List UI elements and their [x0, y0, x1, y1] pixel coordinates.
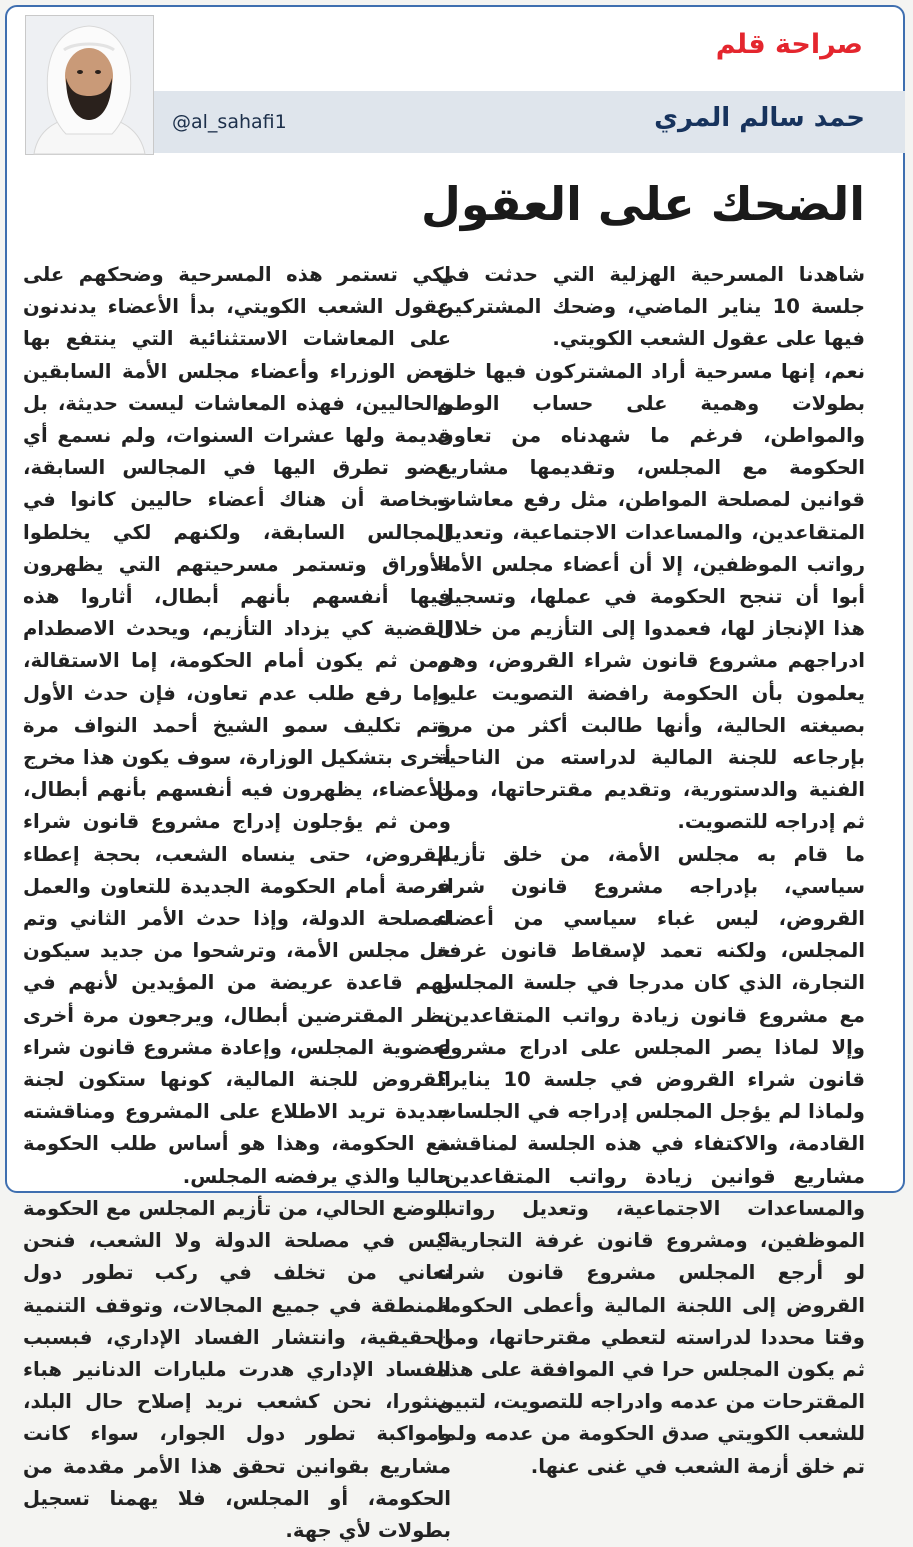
column-name: صراحة قلم: [715, 29, 863, 60]
author-portrait-image: [26, 16, 153, 154]
article-paragraph: لكي تستمر هذه المسرحية وضحكهم على عقول الشعب الكويتي، بدأ الأعضاء يدندنون على المعاشات الاستثنائية التي ينتفع بها بعض الوزراء وأعضاء مجلس الأمة السابقين والحاليين، فهذه المعاشات ليست حديثة، بل قديمة ولها عشرات السنوات، ولم نسمع أي عضو تطرق اليها في المجالس السابقة، وبخاصة أن هناك أعضاء حاليين كانوا في المجالس السابقة، ولكنهم لكي يخلطوا الأوراق وتستمر مسرحيتهم التي يظهرون فيها أنفسهم بأنهم أبطال، أثاروا هذه القضية كي يزداد التأزيم، ويحدث الاصطدام ومن ثم يكون أمام الحكومة، إما الاستقالة، وإما رفع طلب عدم تعاون، فإن حدث الأول وتم تكليف سمو الشيخ أحمد النواف مرة أخرى بتشكيل الوزارة، سوف يكون هذا مخرج للأعضاء، يظهرون فيه أنفسهم بأنهم أبطال، ومن ثم يؤجلون إدراج مشروع قانون شراء القروض، حتى ينساه الشعب، بحجة إعطاء فرصة أمام الحكومة الجديدة للتعاون والعمل لمصلحة الدولة، وإذا حدث الأمر الثاني وتم حل مجلس الأمة، وترشحوا من جديد سيكون لهم قاعدة عريضة من المؤيدين لأنهم في نظر المقترضين أبطال، ويرجعون مرة أخرى لعضوية المجلس، وإعادة مشروع قانون شراء القروض للجنة المالية، كونها ستكون لجنة جديدة تريد الاطلاع على المشروع ومناقشته مع الحكومة، وهذا هو أساس طلب الحكومة حاليا والذي يرفضه المجلس.: [23, 263, 451, 1188]
article-paragraph: الوضع الحالي، من تأزيم المجلس مع الحكومة ليس في مصلحة الدولة ولا الشعب، فنحن نعاني من تخلف في ركب تطور دول المنطقة في جميع المجالات، وتوقف التنمية الحقيقية، وانتشار الفساد الإداري، فبسبب الفساد الإداري هدرت مليارات الدنانير هباء منثورا، نحن كشعب نريد إصلاح حال البلد، ومواكبة تطور دول الجوار، سواء كانت مشاريع بقوانين تحقق هذا الأمر مقدمة من الحكومة، أو المجلس، فلا يهمنا تسجيل بطولات لأي جهة.: [23, 1196, 451, 1542]
author-handle-box: [154, 91, 344, 153]
author-handle: @al_sahafi1: [172, 111, 287, 133]
article-paragraph: نعم، إنها مسرحية أراد المشتركون فيها خلق بطولات وهمية على حساب الوطن والمواطن، فرغم ما شهدناه من تعاون الحكومة مع المجلس، وتقديمها مشاريع قوانين لمصلحة المواطن، مثل رفع معاشات المتقاعدين، والمساعدات الاجتماعية، وتعديل رواتب الموظفين، إلا أن أعضاء مجلس الأمة أبوا أن تنجح الحكومة في عملها، وتسجيل هذا الإنجاز لها، فعمدوا إلى التأزيم من خلال ادراجهم مشروع قانون شراء القروض، وهم يعلمون بأن الحكومة رافضة التصويت عليه بصيغته الحالية، وأنها طالبت أكثر من مرة بإرجاعه للجنة المالية لدراسته من الناحية الفنية والدستورية، وتقديم مقترحاتها، ومن ثم إدراجه للتصويت.: [437, 359, 865, 834]
article-column-right: [437, 259, 865, 1478]
article-title: الضحك على العقول: [421, 177, 865, 231]
author-bar: [154, 91, 905, 153]
article-column-left: [23, 259, 451, 1542]
author-name: حمد سالم المري: [654, 103, 865, 133]
article-paragraph: شاهدنا المسرحية الهزلية التي حدثت في جلسة 10 يناير الماضي، وضحك المشتركين فيها على عقول الشعب الكويتي.: [437, 263, 865, 351]
article-frame: [5, 5, 905, 1542]
author-photo: [25, 15, 154, 155]
article-paragraph: ما قام به مجلس الأمة، من خلق تأزيم سياسي، بإدراجه مشروع قانون شراء القروض، ليس غباء سياسي من أعضاء المجلس، ولكنه تعمد لإسقاط قانون غرفة التجارة، الذي كان مدرجا في جلسة المجلس مع مشروع قانون زيادة رواتب المتقاعدين، وإلا لماذا يصر المجلس على ادراج مشروع قانون شراء القروض في جلسة 10 يناير؟ ولماذا لم يؤجل المجلس إدراجه في الجلسات القادمة، والاكتفاء في هذه الجلسة لمناقشة مشاريع قوانين زيادة رواتب المتقاعدين، والمساعدات الاجتماعية، وتعديل رواتب الموظفين، ومشروع قانون غرفة التجارية؟ لو أرجع المجلس مشروع قانون شراء القروض إلى اللجنة المالية وأعطى الحكومة وقتا محددا لدراسته لتعطي مقترحاتها، ومن ثم يكون المجلس حرا في الموافقة على هذه المقترحات من عدمه وادراجه للتصويت، لتبين للشعب الكويتي صدق الحكومة من عدمه ولما تم خلق أزمة الشعب في غنى عنها.: [437, 842, 865, 1478]
